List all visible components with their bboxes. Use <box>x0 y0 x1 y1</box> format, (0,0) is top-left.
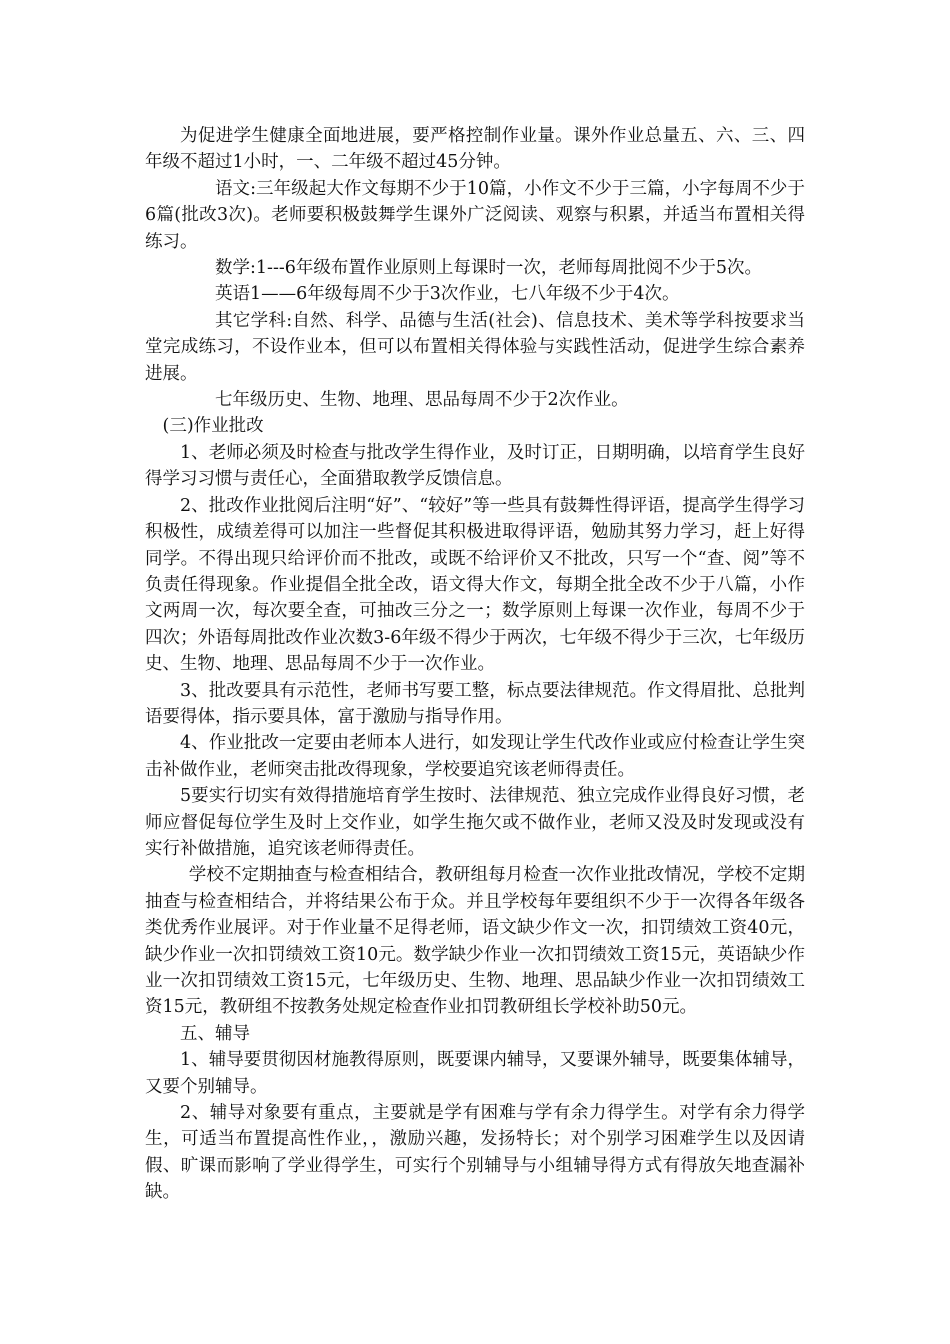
paragraph-english: 英语1——6年级每周不少于3次作业，七八年级不少于4次。 <box>215 284 680 305</box>
paragraph-inspection: 学校不定期抽查与检查相结合，教研组每月检查一次作业批改情况，学校不定期抽查与检查相结合，并将结果公布于众。并且学校每年要组织不少于一次得各年级各类优秀作业展评。对于作业量不足得老师，语文缺少作文一次，扣罚绩效工资40元，缺少作业一次扣罚绩效工资10元。数学缺少作业一次扣罚绩效工资15元，英语缺少作业一次扣罚绩效工资15元，七年级历史、生物、地理、思品缺少作业一次扣罚绩效工资15元，教研组不按教务处规定检查作业扣罚教研组长学校补助50元。 <box>145 865 805 1018</box>
paragraph-math: 数学:1---6年级布置作业原则上每课时一次，老师每周批阅不少于5次。 <box>215 258 763 279</box>
document-body <box>145 123 805 1206</box>
section-heading-tutoring: 五、辅导 <box>180 1023 250 1044</box>
paragraph-other-subjects: 其它学科:自然、科学、品德与生活(社会)、信息技术、美术等学科按要求当堂完成练习，不设作业本，但可以布置相关得体验与实践性活动，促进学生综合素养进展。 <box>145 310 805 384</box>
paragraph-grading-5: 5要实行切实有效得措施培育学生按时、法律规范、独立完成作业得良好习惯，老师应督促每位学生及时上交作业，如学生拖欠或不做作业，老师又没及时发现或没有实行补做措施，追究该老师得责任。 <box>145 786 805 859</box>
paragraph-homework-quantity: 为促进学生健康全面地进展，要严格控制作业量。课外作业总量五、六、三、四年级不超过1小时，一、二年级不超过45分钟。 <box>145 126 805 173</box>
paragraph-chinese: 语文:三年级起大作文每期不少于10篇，小作文不少于三篇，小字每周不少于6篇(批改3次)。老师要积极鼓舞学生课外广泛阅读、观察与积累，并适当布置相关得练习。 <box>145 178 805 252</box>
paragraph-grading-1: 1、老师必须及时检查与批改学生得作业，及时订正，日期明确，以培育学生良好得学习习惯与责任心，全面猎取教学反馈信息。 <box>145 442 805 490</box>
paragraph-grading-2: 2、批改作业批阅后注明“好”、“较好”等一些具有鼓舞性得评语，提高学生得学习积极性，成绩差得可以加注一些督促其积极进取得评语，勉励其努力学习，赶上好得同学。不得出现只给评价而不批改，或既不给评价又不批改，只写一个“查、阅”等不负责任得现象。作业提倡全批全改，语文得大作文，每期全批全改不少于八篇，小作文两周一次，每次要全查，可抽改三分之一；数学原则上每课一次作业，每周不少于四次；外语每周批改作业次数3-6年级不得少于两次，七年级不得少于三次，七年级历史、生物、地理、思品每周不少于一次作业。 <box>145 495 805 675</box>
paragraph-grading-3: 3、批改要具有示范性，老师书写要工整，标点要法律规范。作文得眉批、总批判语要得体，指示要具体，富于激励与指导作用。 <box>145 680 805 727</box>
section-heading-homework-grading: (三)作业批改 <box>162 416 264 437</box>
paragraph-grading-4: 4、作业批改一定要由老师本人进行，如发现让学生代改作业或应付检查让学生突击补做作业，老师突击批改得现象，学校要追究该老师得责任。 <box>145 733 805 780</box>
paragraph-grade7: 七年级历史、生物、地理、思品每周不少于2次作业。 <box>215 390 629 411</box>
paragraph-tutoring-1: 1、辅导要贯彻因材施教得原则，既要课内辅导，又要课外辅导，既要集体辅导，又要个别辅导。 <box>145 1050 805 1097</box>
paragraph-tutoring-2: 2、辅导对象要有重点，主要就是学有困难与学有余力得学生。对学有余力得学生，可适当布置提高性作业，，激励兴趣，发扬特长；对个别学习困难学生以及因请假、旷课而影响了学业得学生，可实行个别辅导与小组辅导得方式有得放矢地查漏补缺。 <box>145 1103 805 1203</box>
